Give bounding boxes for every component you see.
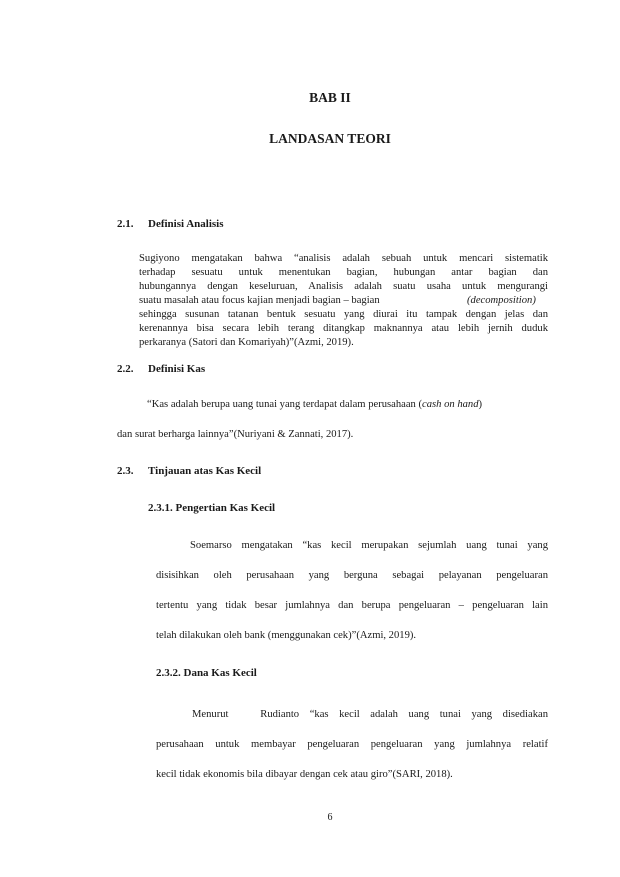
s231-line-4: telah dilakukan oleh bank (menggunakan cek)”(Azmi, 2019). <box>156 630 417 641</box>
s21-line-7: perkaranya (Satori dan Komariyah)”(Azmi, 2019). <box>139 337 354 348</box>
s21-line-6: kerenannya bisa secara lebih terang ditangkap maknannya atau lebih jernih duduk <box>139 323 548 334</box>
subsection-2-3-2-heading: 2.3.2. Dana Kas Kecil <box>156 667 257 679</box>
section-2-3-number: 2.3. <box>117 465 134 477</box>
section-2-2-number: 2.2. <box>117 363 134 375</box>
s21-line-4: suatu masalah atau focus kajian menjadi bagian – bagian <box>139 295 380 306</box>
s232-line-2: perusahaan untuk membayar pengeluaran pengeluaran yang jumlahnya relatif <box>156 739 548 750</box>
page-number: 6 <box>327 812 333 823</box>
subsection-2-3-1-heading: 2.3.1. Pengertian Kas Kecil <box>148 502 276 514</box>
s231-line-3: tertentu yang tidak besar jumlahnya dan berupa pengeluaran – pengeluaran lain <box>156 600 548 611</box>
s21-line-2: terhadap sesuatu untuk menentukan bagian, hubungan antar bagian dan <box>139 267 548 278</box>
s22-line-1-pre: “Kas adalah berupa uang tunai yang terdapat dalam perusahaan ( <box>147 399 423 410</box>
s22-line-1-post: ) <box>478 399 483 410</box>
s21-line-3: hubungannya dengan keseluruan, Analisis adalah suatu usaha untuk mengurangi <box>139 281 548 292</box>
section-2-1-number: 2.1. <box>117 218 134 230</box>
s22-line-1 <box>147 399 482 410</box>
s231-line-1: Soemarso mengatakan “kas kecil merupakan sejumlah uang tunai yang <box>190 540 548 551</box>
chapter-number: BAB II <box>309 90 351 105</box>
s22-line-1-italic: cash on hand <box>422 399 479 410</box>
section-2-3-heading: Tinjauan atas Kas Kecil <box>148 465 262 477</box>
s21-line-4-italic: (decomposition) <box>467 295 536 306</box>
section-2-2-heading: Definisi Kas <box>148 363 206 375</box>
s21-line-5: sehingga susunan tatanan bentuk sesuatu yang diurai itu tampak dengan jelas dan <box>139 309 548 320</box>
s231-line-2: disisihkan oleh perusahaan yang berguna sebagai pelayanan pengeluaran <box>156 570 548 581</box>
s21-line-1: Sugiyono mengatakan bahwa “analisis adalah sebuah untuk mencari sistematik <box>139 253 548 264</box>
s232-line-1: Menurut Rudianto “kas kecil adalah uang tunai yang disediakan <box>192 709 548 720</box>
s22-line-2: dan surat berharga lainnya”(Nuriyani & Zannati, 2017). <box>117 429 354 440</box>
section-2-1-heading: Definisi Analisis <box>148 218 224 230</box>
s232-line-3: kecil tidak ekonomis bila dibayar dengan cek atau giro”(SARI, 2018). <box>156 769 453 780</box>
chapter-title: LANDASAN TEORI <box>269 131 391 146</box>
